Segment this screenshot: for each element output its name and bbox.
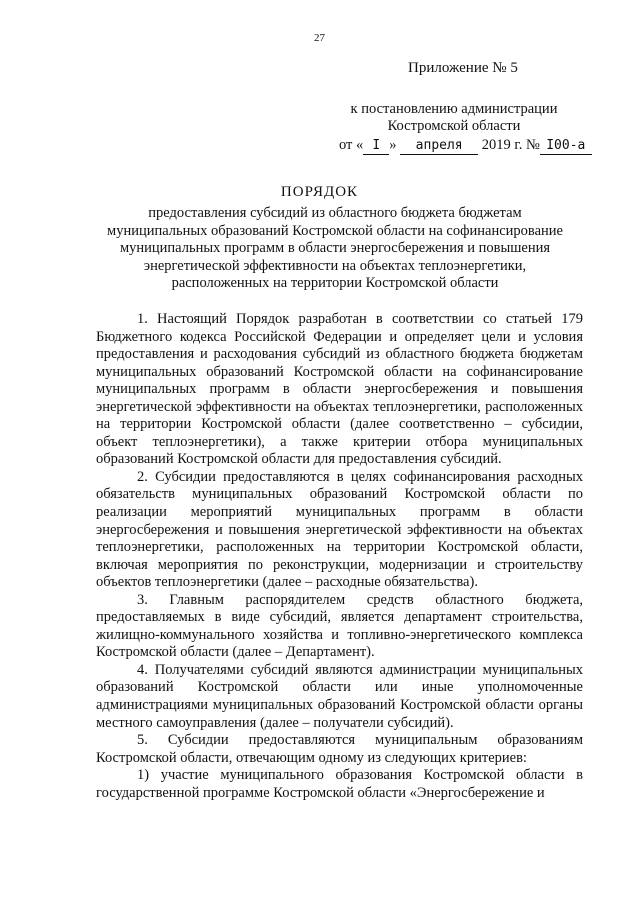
paragraph: 2. Субсидии предоставляются в целях софинансирования расходных обязательств муниципальных образований Костромской области по реализации мероприятий муниципальных программ в области энергосбережения и повышения энергетической эффективности на объектах теплоэнергетики, расположенных на территории Костромской области, включая мероприятия по реконструкции, модернизации и строительству объектов теплоэнергетики (далее – расходные обязательства). [96, 468, 583, 591]
date-year: 2019 г. № [481, 137, 540, 153]
resolution-line-2: Костромской области [387, 118, 521, 134]
page-number: 27 [314, 32, 325, 44]
document-subtitle: предоставления субсидий из областного бюджета бюджетам муниципальных образований Костромской области на софинансирование муниципальных программ в области энергосбережения и повышения энергетической эффективности на объектах теплоэнергетики, расположенных на территории Костромской области [107, 205, 563, 291]
resolution-reference [324, 101, 584, 135]
date-month: апреля [400, 137, 478, 155]
paragraph: 1. Настоящий Порядок разработан в соответствии со статьей 179 Бюджетного кодекса Российской Федерации и определяет цели и условия предоставления и расходования субсидий из областного бюджета бюджетам муниципальных образований Костромской области на софинансирование муниципальных программ в области энергосбережения и повышения энергетической эффективности на объектах теплоэнергетики, расположенных на территории Костромской области (далее соответственно – субсидии, объект теплоэнергетики), а также критерии отбора муниципальных образований Костромской области для предоставления субсидий. [96, 311, 583, 468]
paragraph: 3. Главным распорядителем средств областного бюджета, предоставляемых в виде субсидий, является департамент строительства, жилищно-коммунального хозяйства и топливно-энергетического комплекса Костромской области (далее – Департамент). [96, 591, 583, 661]
resolution-line-1: к постановлению администрации [350, 101, 558, 117]
document-body [96, 311, 583, 802]
date-day-suffix: » [389, 137, 397, 153]
resolution-date-line [339, 137, 592, 155]
date-day: I [363, 137, 389, 155]
date-prefix: от « [339, 137, 364, 153]
paragraph: 5. Субсидии предоставляются муниципальным образованиям Костромской области, отвечающим одному из следующих критериев: [96, 732, 583, 766]
document-title: ПОРЯДОК [280, 184, 359, 200]
annex-title: Приложение № 5 [408, 60, 518, 76]
resolution-number: I00-а [540, 137, 592, 155]
paragraph: 1) участие муниципального образования Костромской области в государственной программе Костромской области «Энергосбережение и [96, 767, 583, 801]
paragraph: 4. Получателями субсидий являются администрации муниципальных образований Костромской области или иные уполномоченные администрациями муниципальных образований Костромской области органы местного самоуправления (далее – получатели субсидий). [96, 661, 583, 731]
